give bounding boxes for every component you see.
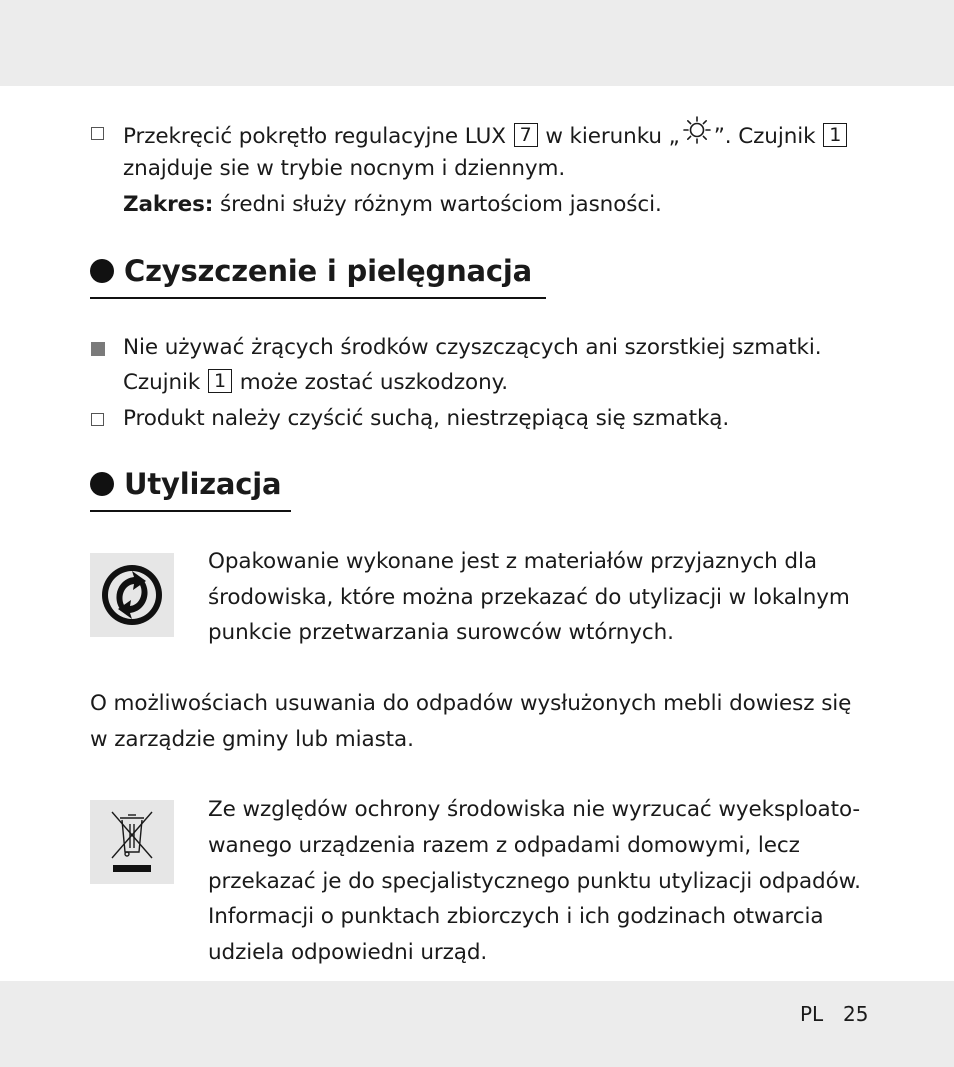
packaging-line: środowiska, które można przekazać do utylizacji w lokalnym xyxy=(208,585,850,610)
weee-line: Ze względów ochrony środowiska nie wyrzucać wyeksploato- xyxy=(208,797,861,822)
weee-line: przekazać je do specjalistycznego punktu utylizacji odpadów. xyxy=(208,869,861,894)
heading-dot-icon xyxy=(90,472,114,496)
heading-disposal xyxy=(90,467,281,501)
range-label: Zakres: xyxy=(123,192,214,217)
cleaning-item2: Produkt należy czyścić suchą, niestrzępiącą się szmatką. xyxy=(123,406,730,431)
ref-number-1: 1 xyxy=(208,369,232,393)
bullet-filled xyxy=(91,342,105,356)
page-number: 25 xyxy=(843,1002,869,1026)
weee-line: Informacji o punktach zbiorczych i ich godzinach otwarcia xyxy=(208,904,824,929)
sun-icon xyxy=(680,115,714,145)
range-note xyxy=(123,187,662,223)
furniture-line: O możliwościach usuwania do odpadów wysłużonych mebli dowiesz się xyxy=(90,691,852,716)
footer-lang: PL xyxy=(800,1002,824,1026)
weee-line: udziela odpowiedni urząd. xyxy=(208,940,488,965)
heading-cleaning-title: Czyszczenie i pielęgnacja xyxy=(124,254,532,288)
top-band xyxy=(0,0,954,86)
furniture-line: w zarządzie gminy lub miasta. xyxy=(90,727,414,752)
packaging-line: punkcie przetwarzania surowców wtórnych. xyxy=(208,620,674,645)
weee-icon-box xyxy=(90,800,174,884)
crossed-out-wheelie-bin-icon xyxy=(90,800,174,884)
cleaning-item1-line1: Nie używać żrących środków czyszczących ani szorstkiej szmatki. xyxy=(123,335,822,360)
heading-disposal-underline xyxy=(90,510,291,512)
range-text: średni służy różnym wartościom jasności. xyxy=(220,192,662,217)
ref-number-1: 1 xyxy=(823,123,847,147)
recycling-icon-box xyxy=(90,553,174,637)
green-dot-recycling-icon xyxy=(90,553,174,637)
heading-cleaning xyxy=(90,254,532,288)
weee-line: wanego urządzenia razem z odpadami domowymi, lecz xyxy=(208,833,800,858)
heading-dot-icon xyxy=(90,259,114,283)
heading-cleaning-underline xyxy=(90,297,546,299)
bullet-empty xyxy=(91,413,104,426)
packaging-line: Opakowanie wykonane jest z materiałów przyjaznych dla xyxy=(208,549,817,574)
ref-number-7: 7 xyxy=(514,123,538,147)
lux-instruction-line1: Przekręcić pokrętło regulacyjne LUX 7 w kierunku „ ”. Czujnik 1 xyxy=(123,115,848,155)
bullet-empty xyxy=(91,127,104,140)
heading-disposal-title: Utylizacja xyxy=(124,467,282,501)
lux-instruction-line2: znajduje sie w trybie nocnym i dziennym. xyxy=(123,156,566,181)
cleaning-item1-line2: Czujnik 1 może zostać uszkodzony. xyxy=(123,370,508,395)
